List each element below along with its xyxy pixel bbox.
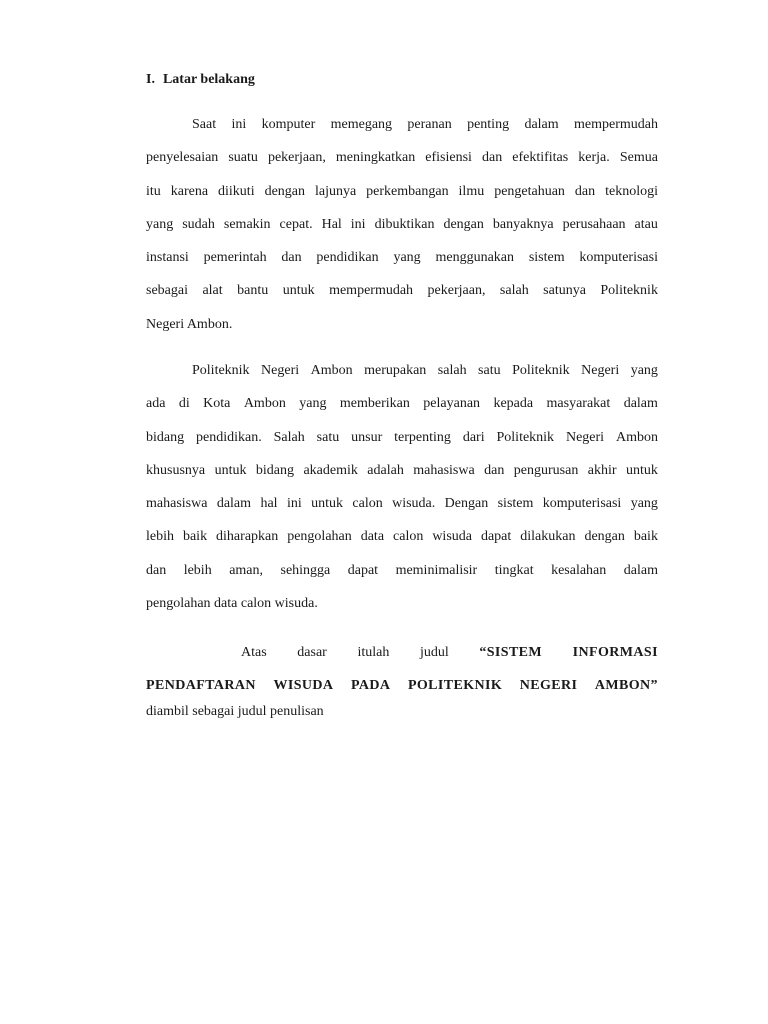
text-line: pengolahan data calon wisuda. — [146, 596, 318, 612]
text-line: ada di Kota Ambon yang memberikan pelayanan kepada masyarakat dalam — [146, 396, 658, 412]
text-line: itu karena diikuti dengan lajunya perkembangan ilmu pengetahuan dan teknologi — [146, 183, 658, 199]
section-number: I. — [146, 72, 155, 87]
text-line: sebagai alat bantu untuk mempermudah pekerjaan, salah satunya Politeknik — [146, 283, 658, 299]
text-line: yang sudah semakin cepat. Hal ini dibuktikan dengan banyaknya perusahaan atau — [146, 216, 658, 232]
text-line: lebih baik diharapkan pengolahan data calon wisuda dapat dilakukan dengan baik — [146, 529, 658, 545]
text-line: Negeri Ambon. — [146, 316, 233, 332]
text-line: Politeknik Negeri Ambon merupakan salah satu Politeknik Negeri yang — [192, 363, 658, 378]
text-line: mahasiswa dalam hal ini untuk calon wisuda. Dengan sistem komputerisasi yang — [146, 496, 658, 512]
text-line: instansi pemerintah dan pendidikan yang menggunakan sistem komputerisasi — [146, 250, 658, 266]
title-line: PENDAFTARAN WISUDA PADA POLITEKNIK NEGERI AMBON” — [146, 678, 658, 694]
section-heading — [146, 72, 255, 88]
paragraph-2 — [146, 363, 658, 629]
text-line: penyelesaian suatu pekerjaan, meningkatkan efisiensi dan efektifitas kerja. Semua — [146, 150, 658, 166]
text-line: dan lebih aman, sehingga dapat meminimalisir tingkat kesalahan dalam — [146, 562, 658, 578]
text-line: Saat ini komputer memegang peranan penting dalam mempermudah — [192, 117, 658, 132]
text-line: diambil sebagai judul penulisan — [146, 703, 324, 719]
paragraph-3 — [146, 645, 658, 737]
text-line: Atas dasar itulah judul “SISTEM INFORMASI — [241, 645, 658, 660]
text-line: khususnya untuk bidang akademik adalah mahasiswa dan pengurusan akhir untuk — [146, 462, 658, 478]
text-line: bidang pendidikan. Salah satu unsur terpenting dari Politeknik Negeri Ambon — [146, 429, 658, 445]
section-title: Latar belakang — [162, 72, 255, 87]
paragraph-1 — [146, 117, 658, 350]
